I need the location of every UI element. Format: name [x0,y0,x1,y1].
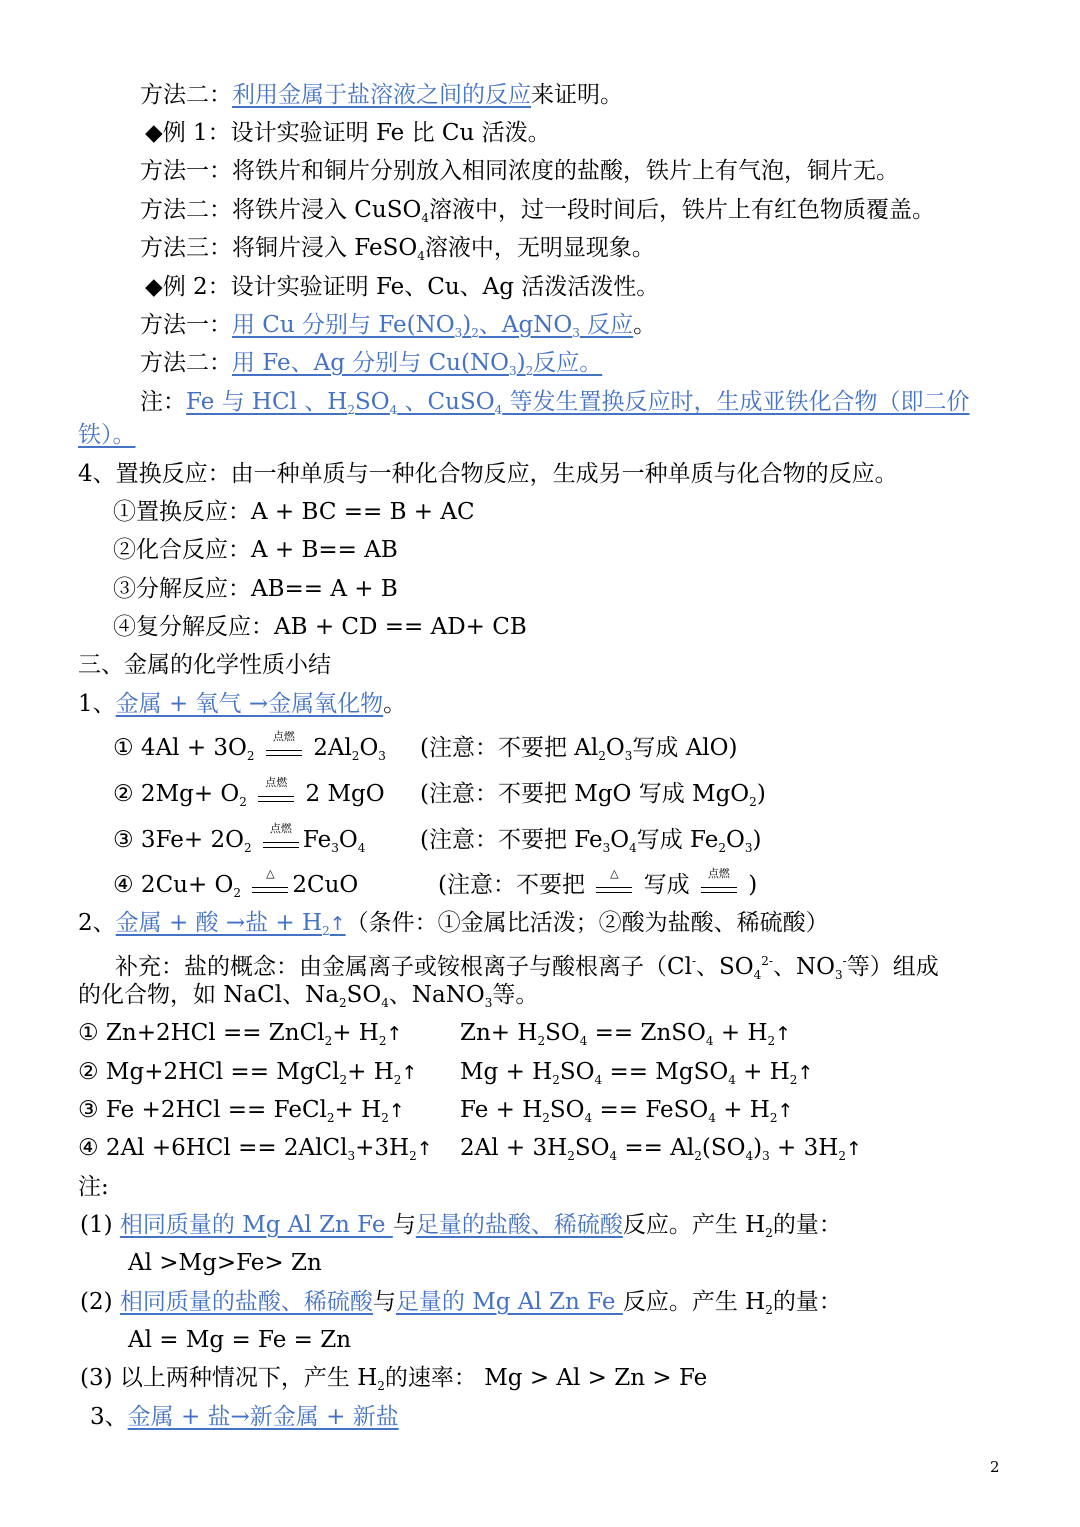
acid-reaction-h2so4 [460,1094,793,1134]
acid-reaction-hcl [78,1132,433,1172]
note-line [140,386,970,426]
equals-bar [266,755,302,756]
subscript: 2 [525,364,534,378]
text: SO [346,982,382,1008]
text: ) [462,312,472,338]
point2-title [78,907,829,947]
equals-bar [701,887,737,888]
subscript: 2 [322,924,330,938]
gas-arrow-icon: ↑ [775,1023,792,1045]
method2-line [140,79,623,111]
superscript: - [842,954,847,968]
subscript: 4 [705,1034,714,1048]
condition-text: 点燃 [269,822,292,835]
point2-link[interactable] [116,910,346,936]
gas-arrow-icon: ↑ [797,1062,814,1084]
subscript: 2 [347,403,355,417]
subscript: 2 [749,795,757,809]
text: 写成 AlO) [632,735,738,761]
text: 反应。产生 H [622,1212,766,1238]
text: 方法三：将铜片浸入 FeSO [140,235,418,261]
text: SO [549,1097,585,1123]
subscript: 4 [708,1111,716,1125]
gas-arrow-icon: ↑ [386,1023,403,1045]
ignite-condition [699,867,739,901]
point3-link[interactable]: 金属 + 盐→新金属 + 新盐 [127,1404,399,1430]
subscript: 4 [594,1073,603,1087]
example2-title: ◆例 2：设计实验证明 Fe、Cu、Ag 活泼活泼性。 [145,274,660,300]
text: (SO [701,1135,746,1161]
note-item-3 [80,1362,707,1402]
text: O [610,827,630,853]
subscript: 2 [326,1111,335,1125]
text: 的化合物，如 NaCl、Na [78,982,339,1008]
gas-arrow-icon: ↑ [401,1062,418,1084]
reaction-type-3: ③分解反应：AB== A + B [113,576,398,602]
text: == FeSO [592,1097,709,1123]
subscript: 2 [537,1034,546,1048]
reaction-type-4: ④复分解反应：AB + CD == AD+ CB [113,614,527,640]
subscript: 2 [789,1073,798,1087]
example2-method2 [140,347,602,387]
subscript: 4 [609,1149,618,1163]
text: 、SO [696,954,754,980]
gas-arrow-icon: ↑ [777,1100,794,1122]
point1-title [78,688,406,720]
condition-text: 点燃 [272,730,295,743]
equals-bar [266,750,302,751]
subscript: 2 [542,1111,550,1125]
method-label: 方法一： [140,312,232,338]
text: + H [334,1097,382,1123]
equals-bar [252,887,288,888]
superscript: - [691,954,697,968]
note-link-cont[interactable]: 铁）。 [78,422,136,448]
text: 2Al [313,735,352,761]
subscript: 4 [579,1034,588,1048]
subscript: 4 [584,1111,593,1125]
text: 补充：盐的概念：由金属离子或铵根离子与酸根离子（Cl [115,954,692,980]
text: (注意：不要把 [438,872,585,898]
text: SO [559,1059,595,1085]
text: 来证明。 [531,82,623,108]
text: 的量： [772,1212,842,1238]
example2-method2-link[interactable] [232,350,602,376]
text: 与 [392,1212,416,1238]
subscript: 2 [471,326,479,340]
example1-title: ◆例 1：设计实验证明 Fe 比 Cu 活泼。 [145,120,551,146]
page-number: 2 [990,1458,1000,1476]
text: 2Al + 3H [460,1135,568,1161]
text: + H [735,1059,790,1085]
subscript: 3 [484,996,493,1010]
gas-arrow-icon: ↑ [845,1138,862,1160]
text: 、NaNO [388,982,485,1008]
text: ② 2Mg+ O [113,781,240,807]
condition-text: △ [610,867,619,880]
acid-reaction-hcl [78,1094,405,1134]
equals-bar [263,842,299,843]
equals-bar [596,892,632,893]
text: 反应。产生 H [622,1289,766,1315]
equals-bar [701,892,737,893]
subscript: 3 [331,841,339,855]
subscript: 2 [567,1149,575,1163]
text: + H [715,1097,770,1123]
text: 2 MgO [305,781,385,807]
subscript: 4 [421,211,429,225]
subscript: 2 [393,1073,402,1087]
note-label: 注： [140,389,186,415]
text: 以上两种情况下，产生 H [119,1365,378,1391]
subscript: 3 [762,1149,770,1163]
text: + H [347,1059,394,1085]
note-item-1 [80,1209,842,1249]
example1-method2 [140,194,935,234]
oxygen-eq-4 [113,869,358,909]
acid-reaction-h2so4 [460,1056,813,1096]
note-item-2 [80,1286,842,1326]
subscript: 2 [694,1149,702,1163]
subscript: 4 [494,403,503,417]
acid-reaction-hcl [78,1056,417,1096]
subscript: 3 [572,326,580,340]
subscript: 2 [381,1111,389,1125]
text: + H [713,1020,768,1046]
text: + H [332,1020,379,1046]
text: 、CuSO [397,389,495,415]
text: ) [753,1135,763,1161]
method2-link[interactable]: 利用金属于盐溶液之间的反应 [232,82,531,108]
heat-condition [594,867,634,901]
subscript: 2 [767,1034,776,1048]
note-line-cont [78,419,136,451]
note1-link-metals[interactable]: 相同质量的 Mg Al Zn Fe [119,1212,393,1238]
subscript: 4 [389,403,398,417]
text: Fe [302,827,332,853]
gas-arrow-icon: ↑ [329,913,346,935]
method-label: 方法二： [140,350,232,376]
equals-bar [252,892,288,893]
subscript: 2 [233,886,242,900]
condition-text: △ [266,867,275,880]
text: ③ Fe +2HCl == FeCl [78,1097,327,1123]
note1-link-acids[interactable]: 足量的盐酸、稀硫酸 [415,1212,623,1238]
subscript: 3 [744,841,753,855]
ignite-condition [264,730,304,764]
subscript: 4 [417,249,425,263]
ignite-condition [261,822,301,856]
text: ④ 2Al +6HCl == 2AlCl [78,1135,348,1161]
note-item-1-result: Al >Mg>Fe> Zn [128,1250,322,1276]
acid-reaction-h2so4 [460,1017,791,1057]
gas-arrow-icon: ↑ [388,1100,405,1122]
equals-bar [596,887,632,888]
subscript: 3 [602,841,611,855]
method-label: 方法二： [140,82,232,108]
text: 。 [633,312,657,338]
text: 等）组成 [846,954,939,980]
point1-link[interactable]: 金属 + 氧气 →金属氧化物 [115,691,384,717]
oxygen-note-3 [420,824,762,864]
example2-method1 [140,309,656,349]
acid-reaction-hcl [78,1017,402,1057]
text: 、AgNO [478,312,573,338]
text: Fe 与 HCl 、H [186,389,348,415]
number: 3、 [90,1404,128,1430]
subscript: 2 [243,841,252,855]
subscript: 3 [624,749,633,763]
oxygen-note-2 [420,778,766,818]
equals-bar [258,796,294,797]
subscript: 2 [552,1073,560,1087]
supplement-line2 [78,979,538,1019]
condition-text: （条件：①金属比活泼；②酸为盐酸、稀硫酸） [345,910,829,936]
text: ) [756,781,766,807]
example1-method1: 方法一：将铁片和铜片分别放入相同浓度的盐酸，铁片上有气泡，铜片无。 [140,158,899,184]
example2-method1-link[interactable] [232,312,633,338]
text: 金属 + 酸 →盐 + H [115,910,323,936]
text: O [605,735,625,761]
oxygen-eq-1 [113,732,386,772]
text: == MgSO [602,1059,729,1085]
number: 2、 [78,910,116,936]
subscript: 3 [508,364,517,378]
subscript: 2 [765,1303,773,1317]
heat-condition [250,867,290,901]
subscript: 2 [324,1034,333,1048]
note-link[interactable] [186,389,970,415]
subscript: 3 [378,749,386,763]
subscript: 4 [745,1149,754,1163]
reaction-type-1: ①置换反应：A + BC == B + AC [113,499,475,525]
oxygen-eq-2 [113,778,385,818]
text: ) [516,350,526,376]
subscript: 4 [381,996,389,1010]
text: Mg + H [460,1059,553,1085]
text: 等。 [492,982,539,1008]
text: 。 [383,691,407,717]
subscript: 2 [377,1379,385,1393]
subscript: 4 [753,968,762,982]
notes-title: 注: [78,1174,109,1200]
subscript: 4 [728,1073,736,1087]
text: 等发生置换反应时，生成亚铁化合物（即二价 [502,389,970,415]
text: + 3H [769,1135,839,1161]
equals-bar [258,801,294,802]
text: O [338,827,358,853]
superscript: 2- [761,954,773,968]
acid-reaction-h2so4 [460,1132,862,1172]
note2-link-acids[interactable]: 相同质量的盐酸、稀硫酸 [119,1289,373,1315]
text: 2CuO [292,872,359,898]
subscript: 2 [409,1149,417,1163]
subscript: 2 [338,996,347,1010]
text: Fe + H [460,1097,543,1123]
text: ① 4Al + 3O [113,735,247,761]
subscript: 2 [339,1073,348,1087]
number: (1) [80,1212,113,1238]
text: 反应 [579,312,634,338]
subscript: 2 [598,749,606,763]
text: (注意：不要把 Fe [420,827,603,853]
text: O [359,735,379,761]
text: 方法二：将铁片浸入 CuSO [140,197,422,223]
subscript: 3 [454,326,463,340]
text: (注意：不要把 MgO 写成 MgO [420,781,750,807]
subscript: 4 [357,841,366,855]
note-item-2-result: Al = Mg = Fe = Zn [128,1327,352,1353]
text: ) [752,827,762,853]
text: +3H [355,1135,410,1161]
text: ) [748,872,758,898]
text: 用 Fe、Ag 分别与 Cu(NO [232,350,509,376]
section4-title: 4、置换反应：由一种单质与一种化合物反应，生成另一种单质与化合物的反应。 [78,461,898,487]
text: Zn+ H [460,1020,538,1046]
oxygen-note-4 [438,869,757,901]
text: == Al [617,1135,695,1161]
subscript: 2 [769,1111,778,1125]
point3-title [90,1401,399,1433]
section3-title: 三、金属的化学性质小结 [78,652,331,678]
condition-text: 点燃 [265,776,288,789]
subscript: 4 [629,841,637,855]
text: 的速率： Mg > Al > Zn > Fe [384,1365,708,1391]
text: 反应。 [533,350,603,376]
text: 溶液中，过一段时间后，铁片上有红色物质覆盖。 [428,197,935,223]
subscript: 3 [834,968,843,982]
subscript: 2 [838,1149,846,1163]
text: 的量： [772,1289,842,1315]
text: 写成 [643,872,690,898]
text: ① Zn+2HCl == ZnCl [78,1020,325,1046]
condition-text: 点燃 [707,867,730,880]
example1-method3 [140,232,655,272]
text: 与 [372,1289,396,1315]
text: 写成 Fe [636,827,719,853]
text: ② Mg+2HCl == MgCl [78,1059,340,1085]
text: SO [354,389,390,415]
subscript: 2 [718,841,727,855]
text: O [726,827,745,853]
subscript: 2 [351,749,360,763]
note2-link-metals[interactable]: 足量的 Mg Al Zn Fe [395,1289,623,1315]
text: == ZnSO [587,1020,706,1046]
number: 1、 [78,691,116,717]
text: SO [574,1135,610,1161]
text: 用 Cu 分别与 Fe(NO [232,312,455,338]
number: (3) [80,1365,113,1391]
text: 溶液中，无明显现象。 [424,235,655,261]
subscript: 2 [765,1226,773,1240]
oxygen-note-1 [420,732,738,772]
subscript: 3 [347,1149,356,1163]
text: 、NO [773,954,835,980]
text: ③ 3Fe+ 2O [113,827,244,853]
subscript: 2 [239,795,247,809]
equals-bar [263,847,299,848]
text: ④ 2Cu+ O [113,872,234,898]
gas-arrow-icon: ↑ [416,1138,433,1160]
ignite-condition [256,776,296,810]
subscript: 2 [378,1034,387,1048]
reaction-type-2: ②化合反应：A + B== AB [113,537,398,563]
text: SO [545,1020,580,1046]
number: (2) [80,1289,113,1315]
text: (注意：不要把 Al [420,735,599,761]
oxygen-eq-3 [113,824,365,864]
subscript: 2 [246,749,255,763]
